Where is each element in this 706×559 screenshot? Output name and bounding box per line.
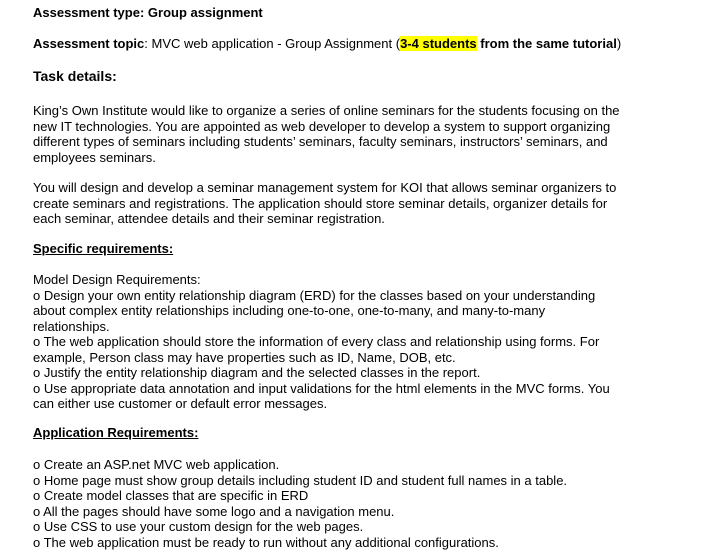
paragraph-line: each seminar, attendee details and their seminar registration. (33, 211, 385, 226)
paragraph-line: new IT technologies. You are appointed as web developer to develop a system to support organizing (33, 118, 611, 134)
assessment-topic-highlight: 3-4 students (400, 36, 477, 51)
list-item: o Create an ASP.net MVC web application. (33, 457, 280, 472)
paragraph-line: different types of seminars including students’ seminars, faculty seminars, instructors’ seminars, and (33, 134, 608, 149)
list-item: o The web application should store the information of every class and relationship using forms. For (33, 334, 600, 349)
paragraph-line: create seminars and registrations. The application should store seminar details, organizer details for (33, 195, 608, 211)
list-item: o Create model classes that are specific in ERD (33, 488, 309, 503)
assessment-type-line (33, 5, 263, 21)
specific-requirements-list (33, 272, 610, 412)
assessment-topic-text: MVC web application - Group Assignment ( (151, 36, 401, 51)
paragraph-line: You will design and develop a seminar management system for KOI that allows seminar organizers to (33, 180, 617, 195)
assessment-topic-colon: : (144, 36, 148, 51)
assessment-topic-close: ) (616, 36, 622, 51)
application-requirements-heading: Application Requirements: (33, 425, 199, 440)
list-item: o Home page must show group details including student ID and student full names in a table. (33, 472, 568, 488)
paragraph-line: employees seminars. (33, 149, 156, 165)
list-item: example, Person class may have properties such as ID, Name, DOB, etc. (33, 349, 456, 365)
application-requirements-list (33, 457, 567, 550)
list-item: o Use appropriate data annotation and input validations for the html elements in the MVC forms. You (33, 380, 610, 396)
specific-requirements-heading: Specific requirements: (33, 241, 174, 256)
list-item: o Justify the entity relationship diagram and the selected classes in the report. (33, 365, 481, 380)
task-details-heading: Task details: (33, 68, 117, 84)
list-item: can either use customer or default error messages. (33, 396, 328, 411)
list-item: o Use CSS to use your custom design for the web pages. (33, 519, 364, 534)
list-item: o The web application must be ready to run without any additional configurations. (33, 534, 499, 550)
list-item: o Design your own entity relationship diagram (ERD) for the classes based on your understanding (33, 287, 596, 303)
list-item: relationships. (33, 318, 110, 334)
list-item: about complex entity relationships including one-to-one, one-to-many, and many-to-many (33, 303, 546, 318)
task-details-paragraph-1 (33, 103, 620, 165)
assessment-type-value: Group assignment (147, 5, 263, 20)
assessment-type-label: Assessment type: (33, 5, 145, 20)
paragraph-line: King’s Own Institute would like to organize a series of online seminars for the students focusing on the (33, 103, 620, 118)
task-details-paragraph-2 (33, 180, 616, 227)
list-item: Model Design Requirements: (33, 272, 201, 287)
assessment-topic-bold-tail: from the same tutorial (480, 36, 617, 51)
assessment-topic-line (33, 36, 621, 52)
assessment-topic-label: Assessment topic (33, 36, 145, 51)
list-item: o All the pages should have some logo and a navigation menu. (33, 503, 395, 519)
